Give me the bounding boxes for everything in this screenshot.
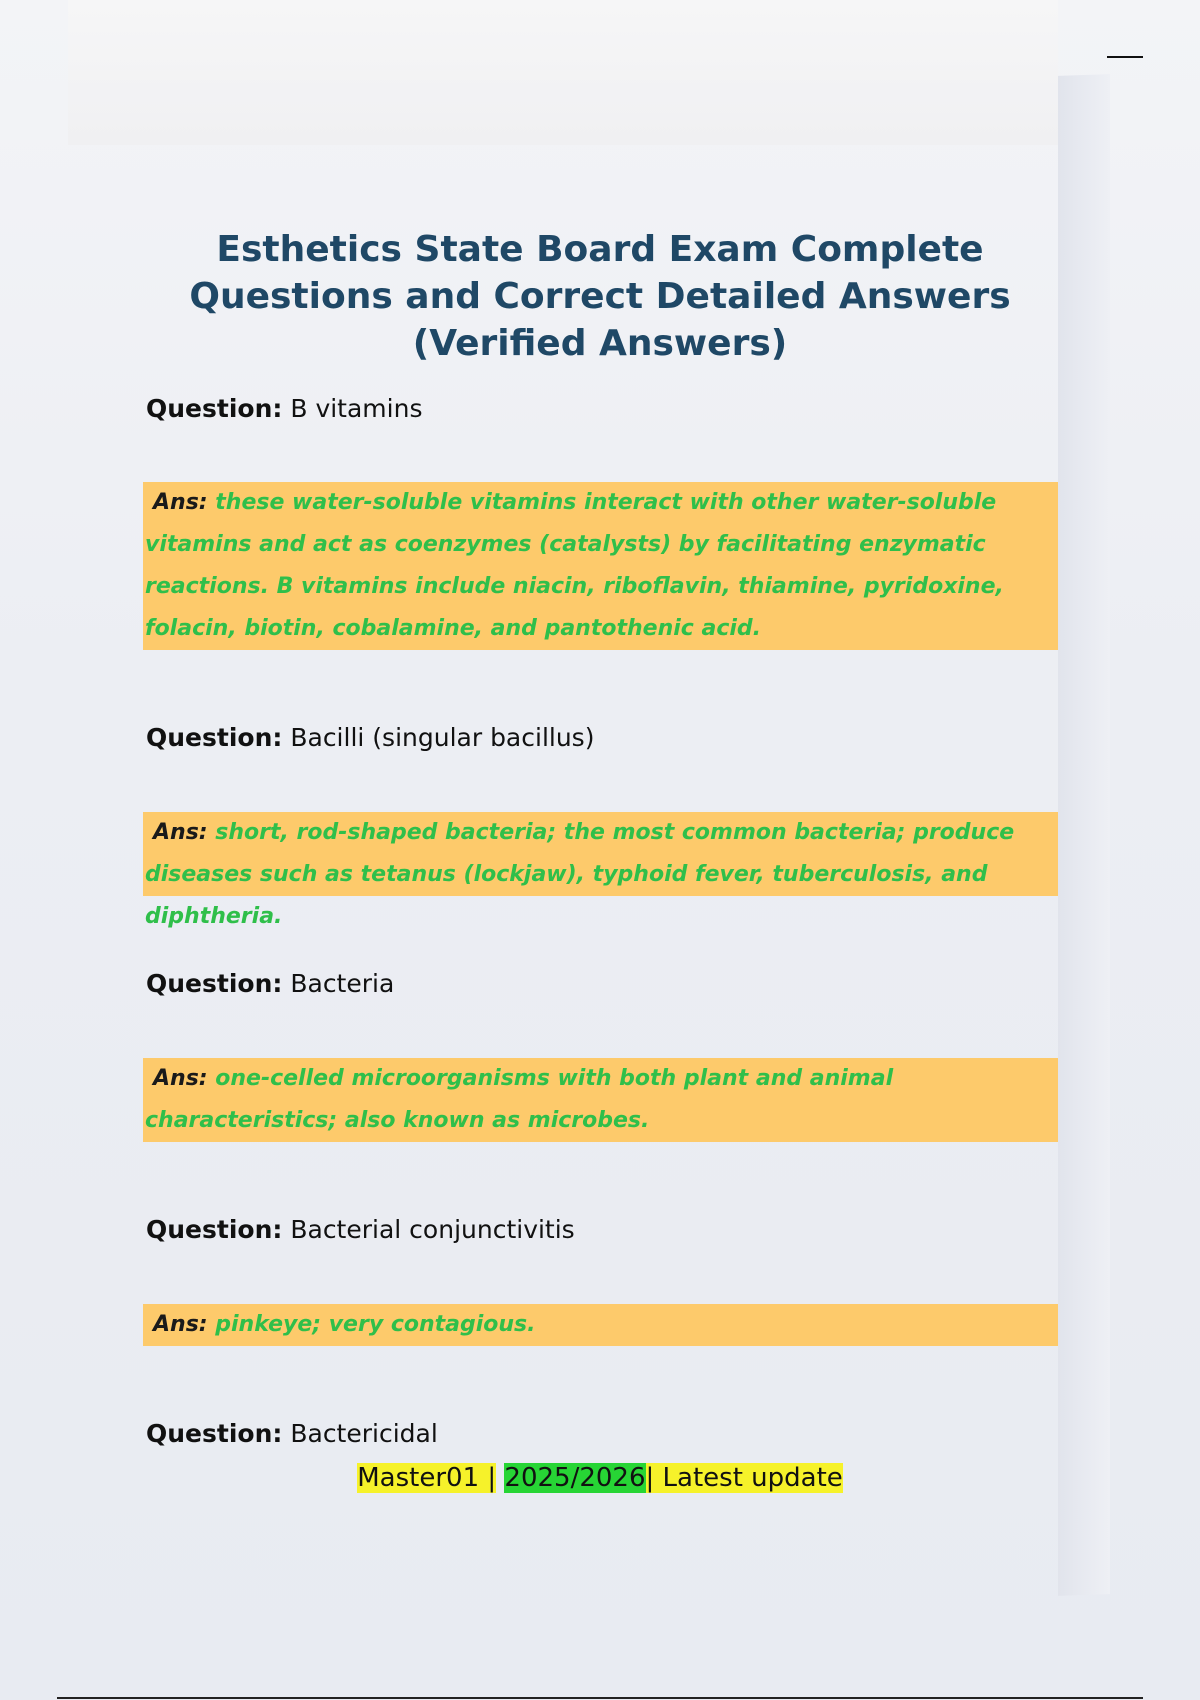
- page-top-shade: [68, 0, 1058, 145]
- question-label: Question:: [146, 1419, 283, 1448]
- page-right-shade: [1058, 74, 1110, 1596]
- question-text: B vitamins: [290, 394, 423, 423]
- answer-1: [143, 482, 1058, 650]
- question-label: Question:: [146, 394, 283, 423]
- footer-note: | Latest update: [645, 1463, 843, 1493]
- question-text: Bacterial conjunctivitis: [290, 1215, 575, 1244]
- answer-2: [143, 812, 1058, 929]
- question-4: [146, 1214, 575, 1246]
- question-5: [146, 1418, 438, 1450]
- answer-label: Ans:: [153, 1312, 208, 1337]
- answer-text: one-celled microorganisms with both plant and animal characteristics; also known as microbes.: [145, 1066, 894, 1133]
- question-text: Bacteria: [290, 969, 395, 998]
- page-footer: [0, 1460, 1200, 1496]
- answer-4: [143, 1304, 1058, 1346]
- question-1: [146, 393, 422, 425]
- question-text: Bacilli (singular bacillus): [290, 723, 595, 752]
- answer-label: Ans:: [153, 820, 208, 845]
- question-label: Question:: [146, 969, 283, 998]
- answer-label: Ans:: [153, 1066, 208, 1091]
- header-dash: [1107, 56, 1143, 58]
- answer-3: [143, 1058, 1058, 1142]
- bottom-rule: [57, 1697, 1143, 1699]
- question-3: [146, 968, 394, 1000]
- footer-author: Master01 |: [357, 1463, 497, 1493]
- question-label: Question:: [146, 1215, 283, 1244]
- answer-label: Ans:: [153, 490, 208, 515]
- footer-year: 2025/2026: [504, 1463, 646, 1493]
- question-2: [146, 722, 594, 754]
- answer-text: pinkeye; very contagious.: [215, 1312, 536, 1337]
- question-label: Question:: [146, 723, 283, 752]
- question-text: Bactericidal: [290, 1419, 438, 1448]
- answer-text: short, rod-shaped bacteria; the most common bacteria; produce diseases such as tetanus (lockjaw), typhoid fever, tuberculosis, and diphtheria.: [145, 820, 1015, 929]
- document-title: Esthetics State Board Exam Complete Questions and Correct Detailed Answers (Verified Answers): [189, 229, 1011, 364]
- answer-text: these water-soluble vitamins interact with other water-soluble vitamins and act as coenzymes (catalysts) by facilitating enzymatic reactions. B vitamins include niacin, riboflavin, thiamine, pyridoxine, folacin, biotin, cobalamine, and pantothenic acid.: [145, 490, 1004, 641]
